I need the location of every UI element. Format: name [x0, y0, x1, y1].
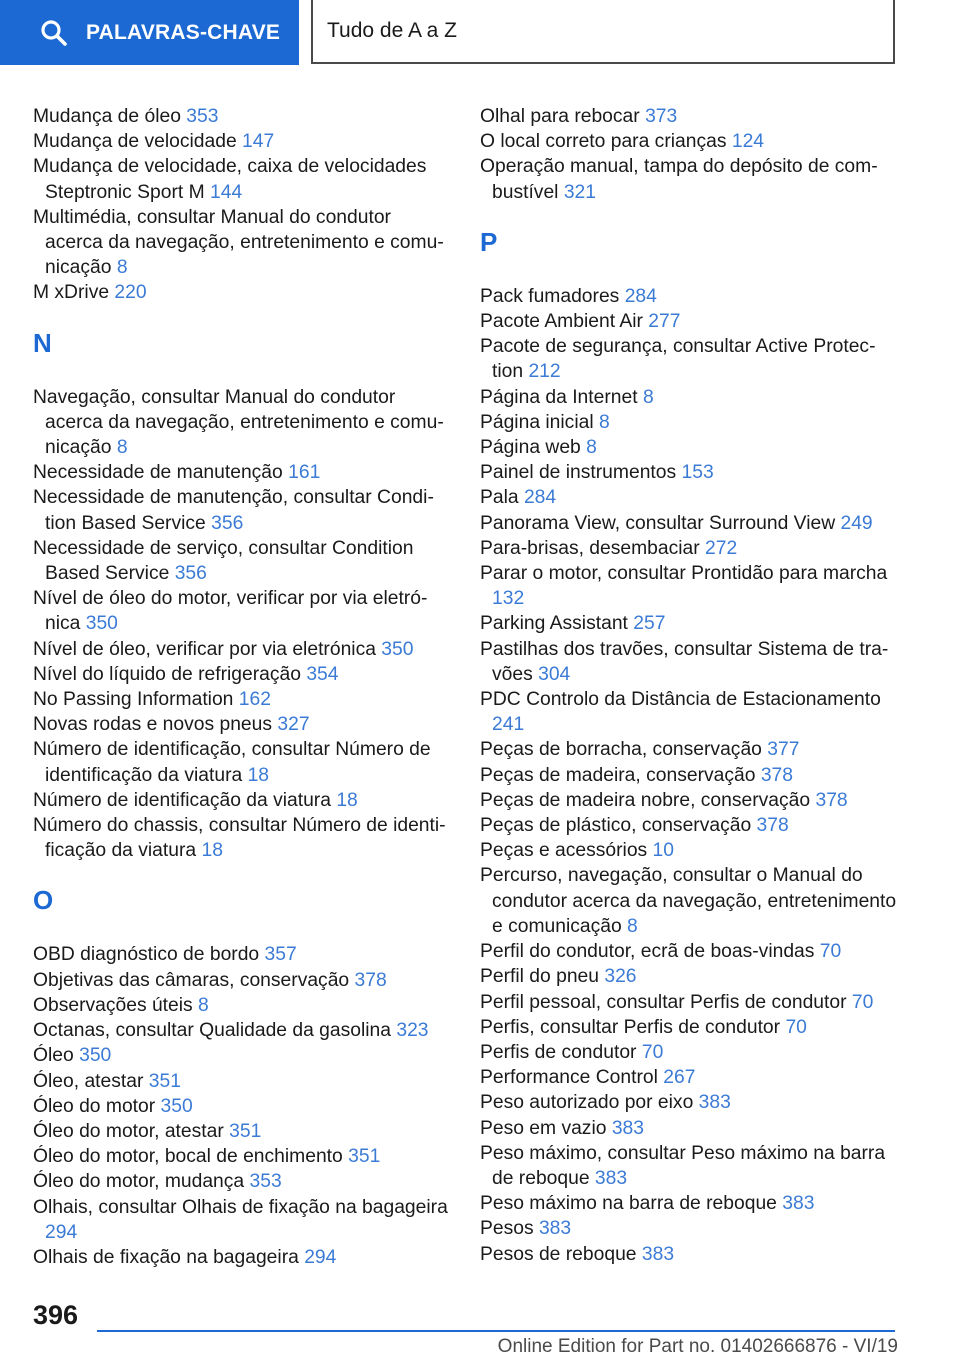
- index-entry-page-link[interactable]: 257: [633, 613, 666, 635]
- index-entry-page-link[interactable]: 356: [174, 563, 207, 585]
- index-entry: [480, 284, 900, 309]
- index-entry-page-link[interactable]: 70: [641, 1041, 664, 1063]
- index-entry: [480, 838, 900, 863]
- index-entry-page-link[interactable]: 70: [851, 991, 874, 1013]
- index-entry-page-link[interactable]: 70: [819, 941, 842, 963]
- index-entry: [480, 435, 900, 460]
- index-entry: [33, 154, 448, 204]
- index-entry-text: Óleo do motor, atestar: [33, 1120, 230, 1142]
- index-entry: [480, 737, 900, 762]
- index-entry-page-link[interactable]: 354: [306, 663, 339, 685]
- index-entry-text: Olhais, consultar Olhais de fixação na bagageira: [33, 1196, 448, 1218]
- index-entry-text: Peças e acessórios: [480, 840, 653, 862]
- index-entry: [480, 410, 900, 435]
- index-entry-text: Pala: [480, 487, 524, 509]
- index-entry: [33, 1169, 448, 1194]
- index-entry: [480, 964, 900, 989]
- index-entry-page-link[interactable]: 383: [698, 1092, 731, 1114]
- index-entry-page-link[interactable]: 212: [528, 361, 561, 383]
- index-entry: [33, 1245, 448, 1270]
- index-entry: [480, 1090, 900, 1115]
- index-entry-text: Olhal para rebocar: [480, 106, 646, 127]
- index-entry-page-link[interactable]: 277: [648, 311, 681, 333]
- index-entry-page-link[interactable]: 351: [229, 1120, 262, 1142]
- index-entry: [33, 968, 448, 993]
- index-entry-text: Performance Control: [480, 1067, 664, 1089]
- index-entry: [33, 1094, 448, 1119]
- index-entry-page-link[interactable]: 8: [116, 257, 128, 279]
- index-entry-text: Peso em vazio: [480, 1117, 612, 1139]
- index-entry-page-link[interactable]: 70: [785, 1016, 807, 1038]
- index-entry: [33, 1018, 448, 1043]
- index-entry: [33, 205, 448, 281]
- index-entry-text: Necessidade de manutenção: [33, 462, 289, 484]
- index-entry-text: Navegação, consultar Manual do condutor acerca da navegação, entretenimento e comunicação: [33, 386, 444, 459]
- index-entry-text: Necessidade de manutenção, consultar Condition Based Service: [33, 487, 434, 534]
- index-entry-page-link[interactable]: 378: [756, 815, 789, 837]
- index-entry-page-link[interactable]: 267: [663, 1067, 696, 1089]
- index-entry: [480, 863, 900, 939]
- index-entry: [33, 637, 448, 662]
- index-entry: [480, 460, 900, 485]
- index-entry: [480, 1065, 900, 1090]
- index-entry-page-link[interactable]: 162: [238, 689, 271, 711]
- index-entry-page-link[interactable]: 377: [767, 739, 800, 761]
- index-entry-text: Operação manual, tampa do depósito de combustível: [480, 156, 878, 203]
- index-entry-page-link[interactable]: 18: [201, 840, 223, 862]
- index-entry: [480, 1141, 900, 1191]
- index-entry-text: Nível do líquido de refrigeração: [33, 663, 307, 685]
- index-entry-text: Painel de instrumentos: [480, 462, 682, 484]
- index-entry-text: Nível de óleo, verificar por via eletrónica: [33, 638, 382, 660]
- index-entry: [33, 129, 448, 154]
- index-entry-page-link[interactable]: 147: [242, 131, 275, 153]
- index-entry-text: Número do chassis, consultar Número de identificação da viatura: [33, 815, 446, 862]
- index-entry: [33, 662, 448, 687]
- index-entry: [33, 1195, 448, 1245]
- index-entry-page-link[interactable]: 241: [492, 714, 525, 736]
- index-entry-text: Perfil do condutor, ecrã de boas-vindas: [480, 941, 820, 963]
- index-entry-text: O local correto para crianças: [480, 131, 732, 153]
- index-entry-text: Observações úteis: [33, 994, 199, 1016]
- index-entry-text: Perfil pessoal, consultar Perfis de condutor: [480, 991, 852, 1013]
- index-entry-text: Óleo do motor, mudança: [33, 1171, 250, 1193]
- index-entry-text: Pesos de reboque: [480, 1243, 642, 1265]
- index-entry-page-link[interactable]: 153: [681, 462, 714, 484]
- index-entry-text: Pacote Ambient Air: [480, 311, 649, 333]
- index-entry: [480, 687, 900, 737]
- index-entry-text: M xDrive: [33, 282, 115, 304]
- index-entry-page-link[interactable]: 383: [782, 1193, 815, 1215]
- index-entry-text: Novas rodas e novos pneus: [33, 714, 278, 736]
- index-entry-text: Óleo do motor: [33, 1095, 161, 1117]
- index-entry-page-link[interactable]: 373: [645, 106, 678, 127]
- index-entry: [33, 1069, 448, 1094]
- index-entry-page-link[interactable]: 383: [538, 1218, 572, 1240]
- index-entry-text: Peso máximo, consultar Peso máximo na barra de reboque: [480, 1142, 886, 1189]
- index-entry-text: Página inicial: [480, 411, 599, 433]
- index-entry: [480, 611, 900, 636]
- index-entry-page-link[interactable]: 351: [148, 1070, 181, 1092]
- index-entry-page-link[interactable]: 18: [247, 764, 270, 786]
- index-entry-page-link[interactable]: 220: [114, 282, 147, 304]
- index-entry-page-link[interactable]: 357: [264, 944, 297, 966]
- index-entry-text: Perfis de condutor: [480, 1041, 642, 1063]
- index-entry-text: Parking Assistant: [480, 613, 634, 635]
- index-entry-page-link[interactable]: 294: [304, 1246, 337, 1268]
- index-entry: [33, 1144, 448, 1169]
- index-entry: [33, 942, 448, 967]
- index-entry: [480, 813, 900, 838]
- index-entry-page-link[interactable]: 272: [705, 537, 738, 559]
- index-entry-page-link[interactable]: 294: [45, 1221, 78, 1243]
- index-entry-text: Página da Internet: [480, 386, 643, 408]
- index-entry: [480, 485, 900, 510]
- index-entry-text: Pacote de segurança, consultar Active Protection: [480, 336, 876, 383]
- index-entry-text: Peso autorizado por eixo: [480, 1092, 699, 1114]
- keywords-tab[interactable]: [0, 0, 299, 65]
- index-entry-text: Para-brisas, desembaciar: [480, 537, 706, 559]
- index-entry-page-link[interactable]: 327: [277, 714, 310, 736]
- index-entry-page-link[interactable]: 8: [598, 411, 610, 433]
- index-entry-text: Peças de borracha, conservação: [480, 739, 768, 761]
- index-entry-text: Peças de plástico, conservação: [480, 815, 757, 837]
- index-entry-text: Mudança de velocidade: [33, 131, 243, 153]
- index-entry-page-link[interactable]: 353: [186, 106, 219, 127]
- page-number: 396: [33, 1300, 79, 1330]
- index-entry: [33, 280, 448, 305]
- index-entry-page-link[interactable]: 350: [85, 613, 118, 635]
- index-entry-text: Perfil do pneu: [480, 966, 605, 988]
- index-entry-page-link[interactable]: 8: [116, 437, 128, 459]
- index-entry-page-link[interactable]: 350: [160, 1095, 193, 1117]
- index-entry: [480, 309, 900, 334]
- index-entry-page-link[interactable]: 350: [79, 1045, 112, 1067]
- index-entry: [480, 939, 900, 964]
- index-entry: [480, 104, 900, 129]
- index-entry: [480, 1242, 900, 1267]
- index-entry-text: Número de identificação, consultar Número de identificação da viatura: [33, 739, 431, 786]
- index-entry-page-link[interactable]: 18: [336, 789, 358, 811]
- index-entry-text: Nível de óleo do motor, verificar por via eletrónica: [33, 588, 428, 635]
- section-letter-n: N: [33, 327, 52, 358]
- index-entry-text: Óleo: [33, 1045, 80, 1067]
- index-entry: [480, 561, 900, 611]
- index-entry-page-link[interactable]: 284: [624, 285, 657, 307]
- index-entry-page-link[interactable]: 8: [586, 437, 597, 459]
- index-entry-text: Peças de madeira nobre, conservação: [480, 789, 816, 811]
- index-entry: [33, 586, 448, 636]
- index-entry: [33, 687, 448, 712]
- index-entry: [480, 385, 900, 410]
- index-entry-text: Página web: [480, 437, 587, 459]
- index-entry-page-link[interactable]: 144: [210, 181, 243, 203]
- index-entry: [480, 637, 900, 687]
- index-entry-text: Pack fumadores: [480, 285, 625, 307]
- index-entry-page-link[interactable]: 378: [815, 789, 848, 811]
- index-entry-text: Mudança de velocidade, caixa de velocidades Steptronic Sport M: [33, 156, 427, 203]
- index-entry: [33, 737, 448, 787]
- index-entry-page-link[interactable]: 8: [627, 915, 638, 937]
- index-column-right: [480, 104, 900, 1267]
- index-entry: [33, 460, 448, 485]
- index-entry-page-link[interactable]: 304: [538, 663, 571, 685]
- index-entry-page-link[interactable]: 378: [760, 764, 793, 786]
- index-entry-text: Olhais de fixação na bagageira: [33, 1246, 305, 1268]
- index-entry: [33, 993, 448, 1018]
- index-entry-text: OBD diagnóstico de bordo: [33, 944, 265, 966]
- index-entry-text: Parar o motor, consultar Prontidão para marcha: [480, 563, 888, 585]
- index-entry: [33, 104, 448, 129]
- index-entry: [480, 788, 900, 813]
- index-entry-page-link[interactable]: 350: [381, 638, 414, 660]
- index-entry: [480, 990, 900, 1015]
- keywords-tab-label: PALAVRAS-CHAVE: [86, 20, 281, 44]
- index-entry-page-link[interactable]: 10: [652, 840, 674, 862]
- index-entry-page-link[interactable]: 353: [249, 1171, 282, 1193]
- index-entry-page-link[interactable]: 351: [348, 1146, 381, 1168]
- index-entry: [33, 788, 448, 813]
- index-entry: [480, 1040, 900, 1065]
- index-entry-page-link[interactable]: 378: [354, 969, 387, 991]
- index-entry-text: Necessidade de serviço, consultar Condition Based Service: [33, 537, 414, 585]
- index-entry-text: Peso máximo na barra de reboque: [480, 1193, 783, 1215]
- a-to-z-tab-label: Tudo de A a Z: [327, 19, 457, 42]
- index-entry-page-link[interactable]: 383: [641, 1243, 675, 1265]
- index-entry-text: No Passing Information: [33, 689, 239, 711]
- index-entry-text: Pesos: [480, 1218, 539, 1240]
- index-entry-page-link[interactable]: 8: [198, 994, 209, 1016]
- footer-divider: [97, 1330, 895, 1332]
- index-entry-text: PDC Controlo da Distância de Estacionamento: [480, 689, 881, 711]
- index-entry-text: Multimédia, consultar Manual do condutor acerca da navegação, entretenimento e comunicação: [33, 206, 444, 279]
- index-entry-page-link[interactable]: 323: [396, 1020, 429, 1042]
- index-entry-text: Número de identificação da viatura: [33, 789, 337, 811]
- index-column-left: [33, 104, 448, 1270]
- index-entry-text: Panorama View, consultar Surround View: [480, 512, 841, 534]
- a-to-z-tab[interactable]: [311, 0, 895, 64]
- index-entry-page-link[interactable]: 321: [563, 181, 596, 203]
- index-entry: [480, 1116, 900, 1141]
- index-entry-text: Percurso, navegação, consultar o Manual do condutor acerca da navegação, entretenimento e comunicação: [480, 865, 897, 937]
- index-entry-page-link[interactable]: 326: [604, 966, 637, 988]
- index-entry-page-link[interactable]: 8: [642, 386, 654, 408]
- index-entry-page-link[interactable]: 132: [492, 588, 525, 610]
- search-icon: [40, 19, 68, 47]
- index-entry: [480, 154, 900, 204]
- index-entry-page-link[interactable]: 124: [731, 131, 765, 153]
- section-letter-o: O: [33, 885, 54, 916]
- index-entry-page-link[interactable]: 284: [523, 487, 557, 509]
- index-entry: [33, 536, 448, 586]
- index-entry: [480, 1216, 900, 1241]
- index-entry: [33, 1119, 448, 1144]
- index-entry: [480, 511, 900, 536]
- index-entry-page-link[interactable]: 161: [288, 462, 321, 484]
- index-entry: [480, 1191, 900, 1216]
- index-entry: [33, 485, 448, 535]
- index-entry: [33, 385, 448, 461]
- index-entry: [480, 129, 900, 154]
- index-entry-text: Objetivas das câmaras, conservação: [33, 969, 355, 991]
- index-entry: [33, 1043, 448, 1068]
- index-entry: [480, 334, 900, 384]
- index-entry-page-link[interactable]: 249: [840, 512, 873, 534]
- index-entry-page-link[interactable]: 356: [211, 512, 244, 534]
- index-entry-text: Octanas, consultar Qualidade da gasolina: [33, 1020, 397, 1042]
- index-entry-text: Óleo do motor, bocal de enchimento: [33, 1146, 349, 1168]
- index-entry-page-link[interactable]: 383: [594, 1167, 628, 1189]
- index-entry-text: Mudança de óleo: [33, 106, 187, 127]
- index-entry: [33, 712, 448, 737]
- index-entry: [480, 763, 900, 788]
- index-entry: [480, 536, 900, 561]
- index-entry-text: Perfis, consultar Perfis de condutor: [480, 1016, 786, 1038]
- index-entry: [33, 813, 448, 863]
- index-entry: [480, 1015, 900, 1040]
- index-entry-text: Óleo, atestar: [33, 1070, 149, 1092]
- index-entry-page-link[interactable]: 383: [611, 1117, 644, 1139]
- footer-edition-text: Online Edition for Part no. 01402666876 - VI/19: [497, 1336, 898, 1357]
- index-entry-text: Peças de madeira, conservação: [480, 764, 761, 786]
- index-entry-text: Pastilhas dos travões, consultar Sistema de travões: [480, 638, 889, 685]
- section-letter-p: P: [480, 226, 498, 257]
